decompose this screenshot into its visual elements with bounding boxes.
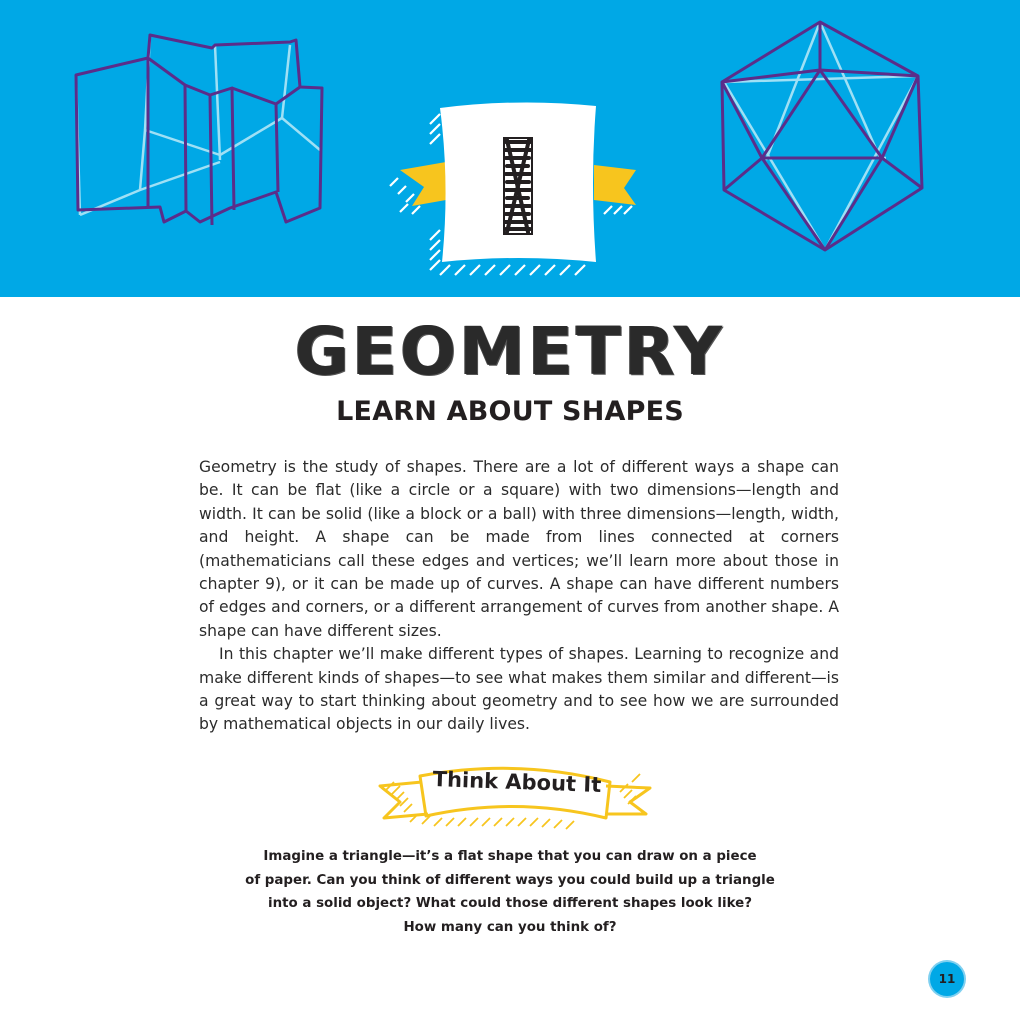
chapter-badge: [390, 102, 636, 275]
banner-illustrations: [0, 0, 1020, 297]
chapter-banner: [0, 0, 1020, 297]
page-number: 11: [930, 962, 964, 996]
think-about-it-label: Think About It: [432, 767, 602, 797]
intro-paragraph: Geometry is the study of shapes. There are a lot of different ways a shape can be. It can be flat (like a circle or a square) with two dimensions—length and width. It can be solid (like a block or a ball) with three dimensions—length, width, and height. A shape can be made from lines connected at corners (mathematicians call these edges and vertices; we’ll learn more about those in chapter 9), or it can be made up of curves. A shape can have different numbers of edges and corners, or a different arrangement of curves from another shape. A shape can have different sizes.: [199, 458, 839, 640]
folded-prism-illustration: [76, 35, 322, 225]
prompt-line: of paper. Can you think of different ways you could build up a triangle: [245, 872, 775, 888]
chapter-subtitle: LEARN ABOUT SHAPES: [336, 396, 684, 427]
intro-text: [199, 456, 839, 737]
think-about-it-prompt: [200, 845, 820, 939]
prompt-line: into a solid object? What could those different shapes look like?: [267, 896, 753, 911]
chapter-title: GEOMETRY: [294, 313, 726, 390]
prompt-line: Imagine a triangle—it’s a flat shape that you can draw on a piece: [263, 849, 757, 864]
intro-paragraph: In this chapter we’ll make different types of shapes. Learning to recognize and make different kinds of shapes—to see what makes them similar and different—is a great way to start thinking about geometry and to see how we are surrounded by mathematical objects in our daily lives.: [199, 645, 839, 734]
prompt-line: How many can you think of?: [403, 919, 617, 935]
icosahedron-illustration: [722, 22, 922, 250]
